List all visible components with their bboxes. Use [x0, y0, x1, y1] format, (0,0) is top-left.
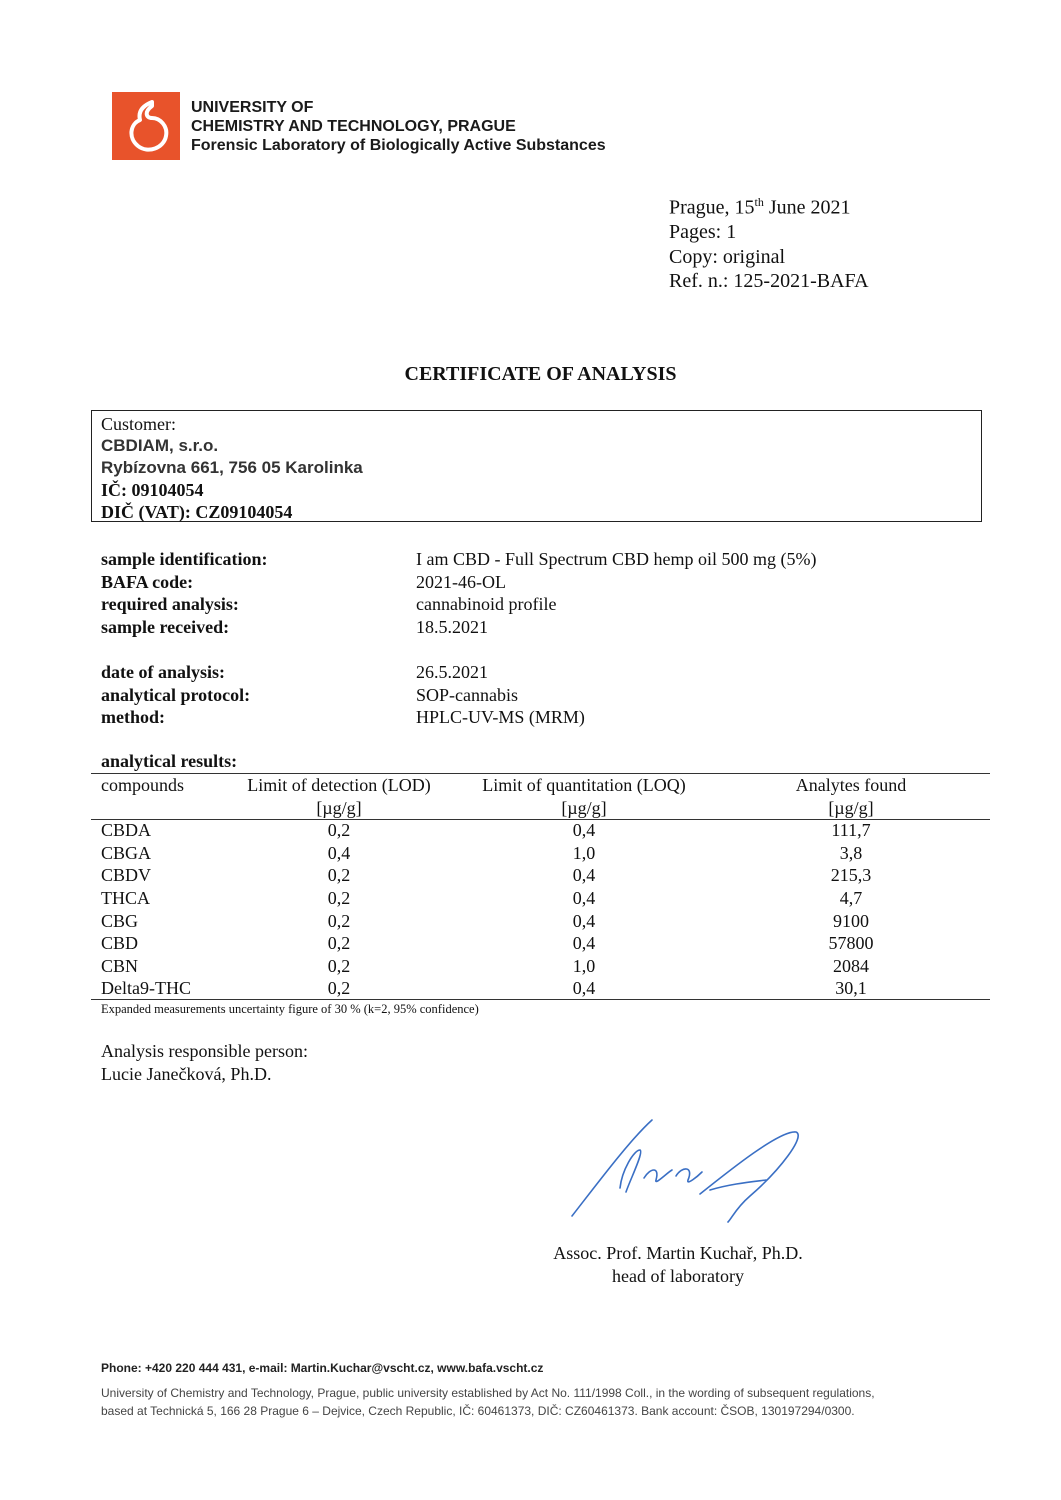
- uncertainty-note: Expanded measurements uncertainty figure of 30 % (k=2, 95% confidence): [101, 1002, 479, 1016]
- cell-lod: 0,2: [327, 865, 351, 886]
- institution-line-1: UNIVERSITY OF: [191, 99, 314, 116]
- cell-compound: CBGA: [101, 842, 152, 863]
- customer-ic: IČ: 09104054: [101, 480, 204, 500]
- cell-loq: 0,4: [572, 820, 596, 841]
- info-value: 18.5.2021: [416, 616, 488, 637]
- header-found: Analytes found: [795, 775, 907, 795]
- cell-found: 215,3: [830, 865, 872, 886]
- customer-address: Rybízovna 661, 756 05 Karolinka: [101, 458, 363, 477]
- info-key: analytical protocol:: [101, 684, 251, 705]
- info-key: BAFA code:: [101, 571, 194, 592]
- head-role: head of laboratory: [612, 1266, 744, 1286]
- cell-compound: CBD: [101, 933, 139, 954]
- info-key: method:: [101, 707, 165, 727]
- info-value: SOP-cannabis: [416, 684, 518, 705]
- responsible-person: [101, 1040, 308, 1086]
- cell-compound: CBDA: [101, 820, 152, 841]
- cell-found: 57800: [828, 933, 874, 954]
- document-copy: Copy: original: [669, 245, 786, 268]
- cell-lod: 0,4: [327, 842, 351, 863]
- info-key: sample identification:: [101, 549, 268, 569]
- footer-legal-line-1: University of Chemistry and Technology, Prague, public university established by Act No. 111/1998 Coll., in the wording of subsequent regulations,: [101, 1386, 875, 1400]
- cell-found: 2084: [833, 955, 869, 976]
- header-compounds: compounds: [101, 775, 184, 795]
- info-key: required analysis:: [101, 594, 239, 614]
- flask-drop-icon: [112, 92, 180, 160]
- responsible-label: Analysis responsible person:: [101, 1041, 308, 1061]
- cell-lod: 0,2: [327, 978, 351, 999]
- cell-loq: 0,4: [572, 933, 596, 954]
- header-lod: Limit of detection (LOD): [247, 775, 431, 795]
- institution-line-3: Forensic Laboratory of Biologically Active Substances: [191, 137, 606, 154]
- cell-found: 111,7: [831, 820, 871, 841]
- cell-lod: 0,2: [327, 820, 351, 841]
- info-value: cannabinoid profile: [416, 594, 557, 614]
- institution-line-2: CHEMISTRY AND TECHNOLOGY, PRAGUE: [191, 118, 516, 135]
- document-ref: Ref. n.: 125-2021-BAFA: [669, 270, 869, 293]
- info-value: 2021-46-OL: [416, 571, 506, 592]
- document-title: CERTIFICATE OF ANALYSIS: [404, 363, 677, 385]
- cell-loq: 0,4: [572, 887, 596, 908]
- institution-name: [191, 98, 606, 155]
- unit-lod: [µg/g]: [316, 797, 362, 818]
- info-value: HPLC-UV-MS (MRM): [416, 707, 585, 727]
- footer-legal: [101, 1384, 875, 1420]
- info-value: 26.5.2021: [416, 662, 488, 682]
- footer-contact: Phone: +420 220 444 431, e-mail: Martin.Kuchar@vscht.cz, www.bafa.vscht.cz: [101, 1361, 544, 1375]
- cell-lod: 0,2: [327, 910, 351, 931]
- head-of-lab: [540, 1242, 816, 1288]
- document-meta: [669, 190, 869, 294]
- cell-loq: 0,4: [572, 910, 596, 931]
- info-key: sample received:: [101, 616, 230, 637]
- cell-loq: 1,0: [572, 842, 596, 863]
- customer-dic: DIČ (VAT): CZ09104054: [101, 502, 293, 522]
- cell-lod: 0,2: [327, 955, 351, 976]
- cell-compound: CBDV: [101, 865, 152, 886]
- cell-found: 4,7: [839, 887, 863, 908]
- cell-found: 30,1: [835, 978, 867, 999]
- cell-compound: CBN: [101, 955, 139, 976]
- customer-details: [101, 413, 363, 523]
- document-date: Prague, 15th June 2021: [669, 195, 851, 219]
- cell-loq: 0,4: [572, 865, 596, 886]
- unit-loq: [µg/g]: [561, 797, 607, 818]
- info-value: I am CBD - Full Spectrum CBD hemp oil 500 mg (5%): [416, 549, 817, 569]
- cell-compound: Delta9-THC: [101, 978, 191, 999]
- cell-loq: 0,4: [572, 978, 596, 999]
- results-title: analytical results:: [101, 751, 238, 771]
- cell-compound: THCA: [101, 887, 150, 908]
- document-pages: Pages: 1: [669, 221, 737, 244]
- cell-loq: 1,0: [572, 955, 596, 976]
- university-logo: [112, 92, 180, 160]
- head-name: Assoc. Prof. Martin Kuchař, Ph.D.: [553, 1243, 803, 1263]
- cell-found: 9100: [833, 910, 869, 931]
- customer-name: CBDIAM, s.r.o.: [101, 436, 219, 455]
- info-key: date of analysis:: [101, 662, 226, 682]
- footer-legal-line-2: based at Technická 5, 166 28 Prague 6 – Dejvice, Czech Republic, IČ: 60461373, DIČ: CZ60461373. Bank account: ČSOB, 130197294/0300.: [101, 1404, 855, 1418]
- cell-lod: 0,2: [327, 933, 351, 954]
- unit-found: [µg/g]: [828, 797, 874, 818]
- cell-compound: CBG: [101, 910, 139, 931]
- cell-lod: 0,2: [327, 887, 351, 908]
- customer-label: Customer:: [101, 414, 176, 434]
- responsible-name: Lucie Janečková, Ph.D.: [101, 1064, 272, 1084]
- signature: [560, 1110, 820, 1235]
- header-loq: Limit of quantitation (LOQ): [482, 775, 686, 795]
- cell-found: 3,8: [839, 842, 863, 863]
